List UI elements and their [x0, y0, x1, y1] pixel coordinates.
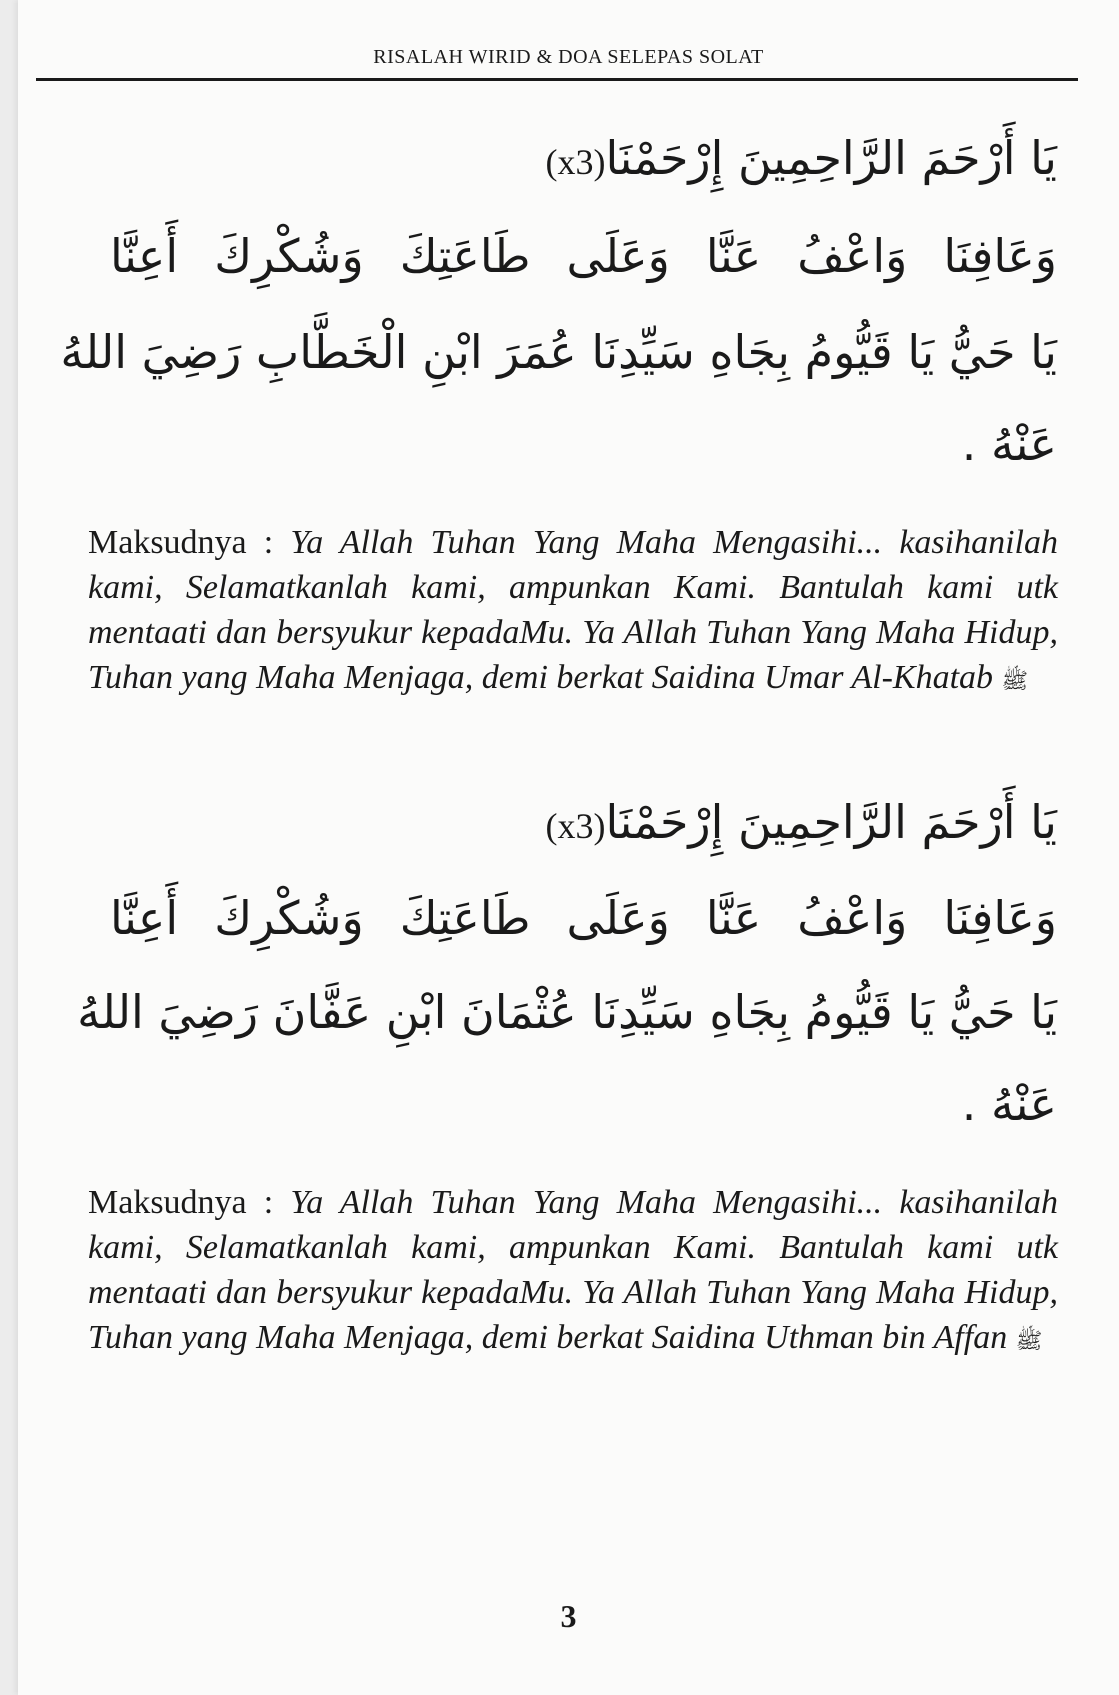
translation-text: Ya Allah Tuhan Yang Maha Mengasihi... kasihanilah kami, Selamatkanlah kami, ampunkan Kami. Bantulah kami utk mentaati dan bersyukur kepadaMu. Ya Allah Tuhan Yang Maha Hidup, Tuhan yang Maha Menjaga, demi berkat Saidina Uthman bin Affan	[88, 1184, 1058, 1356]
arabic-line-1	[531, 128, 1057, 192]
arabic-line-4: عَنْهُ .	[961, 1077, 1057, 1131]
arabic-line-1	[531, 792, 1057, 856]
honorific-symbol: ﷺ	[1001, 669, 1029, 694]
translation-label: Maksudnya :	[88, 524, 291, 561]
arabic-line-4: عَنْهُ .	[961, 417, 1057, 471]
repeat-count: (x3)	[545, 142, 606, 182]
arabic-line-3: يَا حَيُّ يَا قَيُّومُ بِجَاهِ سَيِّدِنَا عُثْمَانَ ابْنِ عَفَّانَ رَضِيَ اللهُ	[77, 985, 1057, 1039]
book-page	[18, 0, 1119, 1695]
translation-text: Ya Allah Tuhan Yang Maha Mengasihi... kasihanilah kami, Selamatkanlah kami, ampunkan Kami. Bantulah kami utk mentaati dan bersyukur kepadaMu. Ya Allah Tuhan Yang Maha Hidup, Tuhan yang Maha Menjaga, demi berkat Saidina Umar Al-Khatab	[88, 524, 1058, 696]
arabic-line-3: يَا حَيُّ يَا قَيُّومُ بِجَاهِ سَيِّدِنَا عُمَرَ ابْنِ الْخَطَّابِ رَضِيَ اللهُ	[60, 325, 1057, 379]
translation-paragraph	[88, 520, 1058, 704]
honorific-symbol: ﷺ	[1015, 1329, 1043, 1354]
arabic-line-2: وَعَافِنَا وَاعْفُ عَنَّا وَعَلَى طَاعَتِكَ وَشُكْرِكَ أَعِنَّا	[110, 891, 1057, 945]
arabic-line-2: وَعَافِنَا وَاعْفُ عَنَّا وَعَلَى طَاعَتِكَ وَشُكْرِكَ أَعِنَّا	[110, 229, 1057, 283]
arabic-text: يَا أَرْحَمَ الرَّاحِمِينَ إِرْحَمْنَا	[605, 131, 1057, 185]
translation-label: Maksudnya :	[88, 1184, 291, 1221]
page-number: 3	[560, 1598, 577, 1634]
header-rule	[36, 78, 1078, 81]
repeat-count: (x3)	[545, 806, 606, 846]
running-header: RISALAH WIRID & DOA SELEPAS SOLAT	[373, 46, 764, 68]
arabic-text: يَا أَرْحَمَ الرَّاحِمِينَ إِرْحَمْنَا	[605, 795, 1057, 849]
translation-paragraph	[88, 1180, 1058, 1364]
